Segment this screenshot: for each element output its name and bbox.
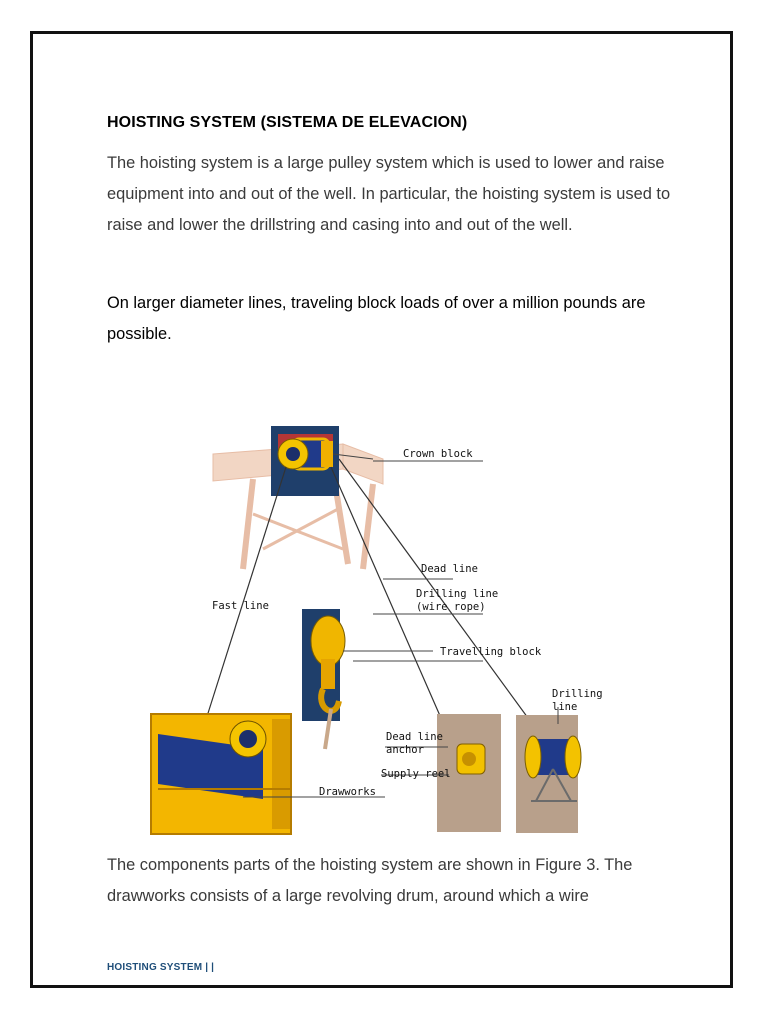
section-heading: HOISTING SYSTEM (SISTEMA DE ELEVACION) [107, 114, 468, 131]
label-drilling-line-wire-2: (wire rope) [416, 601, 486, 613]
supply-reel [516, 715, 581, 833]
page-footer: HOISTING SYSTEM | | [107, 962, 215, 973]
label-drawworks: Drawworks [319, 786, 376, 798]
load-paragraph: On larger diameter lines, traveling block loads of over a million pounds are possible. [107, 294, 646, 343]
drawworks [151, 714, 291, 834]
label-fast-line: Fast line [212, 600, 269, 612]
label-dead-line-anchor-2: anchor [386, 744, 424, 756]
label-drilling-line-2: line [552, 701, 578, 713]
crown-block [271, 426, 339, 496]
travelling-block [302, 609, 345, 749]
page-frame [30, 31, 733, 988]
label-supply-reel: Supply reel [381, 768, 451, 780]
components-paragraph: The components parts of the hoisting system are shown in Figure 3. The drawworks consists of a large revolving drum, around which a wire [107, 856, 633, 905]
label-drilling-line-wire-1: Drilling line [416, 588, 499, 600]
label-crown-block: Crown block [403, 448, 473, 460]
hoisting-system-figure [103, 389, 603, 809]
label-drilling-line-1: Drilling [552, 688, 603, 700]
label-travelling-block: Travelling block [440, 646, 542, 658]
intro-paragraph: The hoisting system is a large pulley system which is used to lower and raise equipment into and out of the well. In particular, the hoisting system is used to raise and lower the drillstring and casing into and out of the well. [107, 154, 671, 234]
label-dead-line-anchor-1: Dead line [386, 731, 443, 743]
label-dead-line: Dead line [421, 563, 478, 575]
